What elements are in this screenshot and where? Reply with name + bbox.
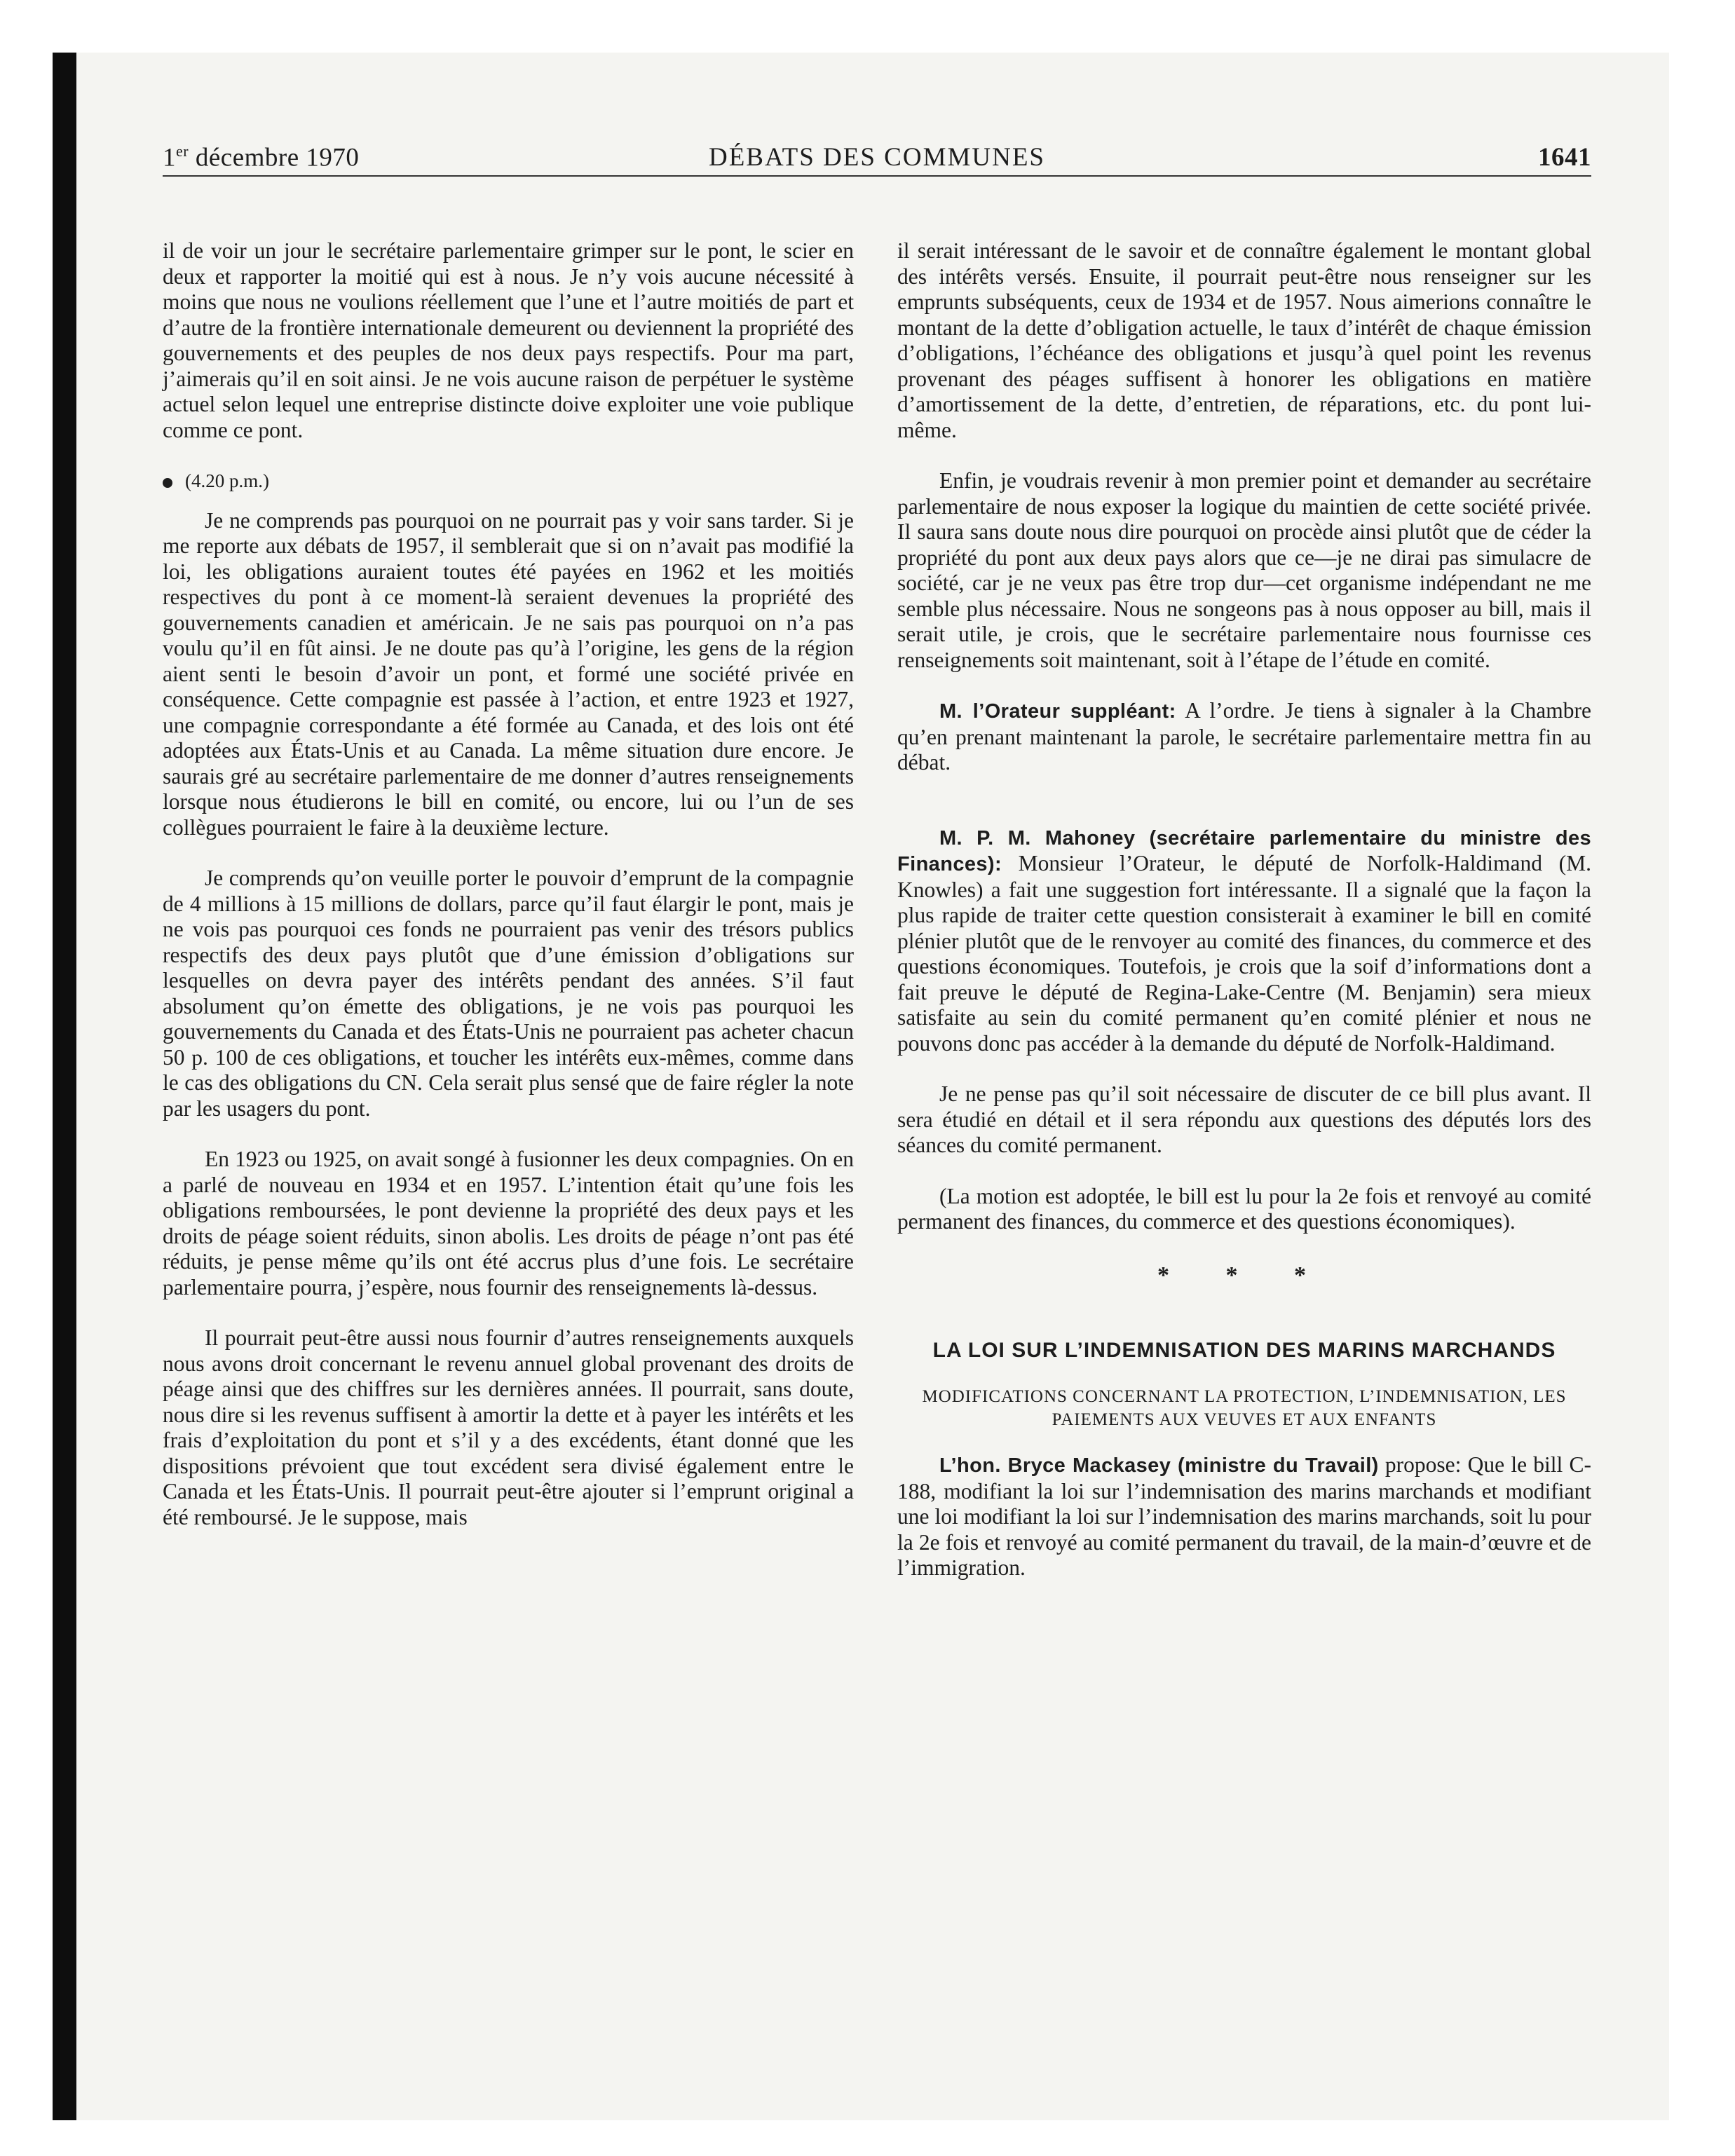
speech-paragraph [897, 698, 1591, 776]
header-title: DÉBATS DES COMMUNES [708, 143, 1045, 172]
right-column [897, 238, 1591, 1606]
scan-edge-bar [53, 53, 76, 2120]
speech-paragraph [897, 1452, 1591, 1581]
paragraph: il serait intéressant de le savoir et de connaître également le montant global des intérêts versés. Ensuite, il pourrait peut-être nous renseigner sur les emprunts subséquents, ceux de 1934 et de 1957. Nous aimerions connaître le montant de la dette d’obligation actuelle, le taux d’intérêt de chaque émission d’obligations, l’échéance des obligations et jusqu’à quel point les revenus provenant des péages suffisent à honorer les obligations en matière d’amortissement de la dette, d’entretien, de réparations, etc. du pont lui-même. [897, 238, 1591, 442]
date-day: 1 [163, 143, 176, 172]
motion-note: (La motion est adoptée, le bill est lu pour la 2e fois et renvoyé au comité permanent des finances, du commerce et des questions économiques). [897, 1183, 1591, 1234]
date-text: décembre 1970 [189, 143, 360, 172]
left-column [163, 238, 854, 1555]
time-text: (4.20 p.m.) [185, 470, 269, 491]
paragraph: Il pourrait peut-être aussi nous fournir d’autres renseignements auxquels nous avons droit concernant le revenu annuel global provenant des droits de péage ainsi que des chiffres sur les dernières années. Il pourrait, sans doute, nous dire si les revenus suffisent à amortir la dette et à payer les intérêts et les frais d’exploitation du pont et s’il y a des excédents, étant donné que les dispositions prévoient que tout excédent sera divisé également entre le Canada et les États-Unis. Il pourrait peut-être ajouter si l’emprunt original a été remboursé. Je le suppose, mais [163, 1325, 854, 1529]
paragraph: Enfin, je voudrais revenir à mon premier point et demander au secrétaire parlementaire de nous exposer la logique du maintien de cette société privée. Il saura sans doute nous dire pourquoi on procède ainsi plutôt que de céder la propriété du pont aux deux pays alors que ce—je ne dirai pas simulacre de société, car je ne veux pas être trop dur—cet organisme indépendant ne me semble plus nécessaire. Nous ne songeons pas à nous opposer au bill, mais il serait utile, je crois, que le secrétaire parlementaire nous fournisse ces renseignements soit maintenant, soit à l’étape de l’étude en comité. [897, 468, 1591, 672]
scan-margin [0, 0, 1735, 53]
speech-paragraph [897, 825, 1591, 1057]
speaker-name: M. l’Orateur suppléant: [939, 700, 1176, 723]
section-subheading: MODIFICATIONS CONCERNANT LA PROTECTION, L’INDEMNISATION, LES PAIEMENTS AUX VEUVES ET AUX ENFANTS [922, 1387, 1567, 1429]
paragraph: Je ne pense pas qu’il soit nécessaire de discuter de ce bill plus avant. Il sera étudié en détail et il sera répondu aux questions des députés lors des séances du comité permanent. [897, 1082, 1591, 1157]
section-separator: * * * [1157, 1262, 1331, 1288]
speaker-name: M. P. M. Mahoney (secrétaire parlementaire du ministre des Finances): [897, 826, 1591, 875]
speech-text: Monsieur l’Orateur, le député de Norfolk-Haldimand (M. Knowles) a fait une suggestion fort intéressante. Il a signalé que la façon la plus rapide de traiter cette question consisterait à examiner le bill en comité plénier plutôt que de le renvoyer au comité des finances, du commerce et des questions économiques. Toutefois, je crois que la soif d’informations dont a fait preuve le député de Regina-Lake-Centre (M. Benjamin) sera mieux satisfaite au sein du comité permanent qu’en comité plénier et nous ne pouvons donc pas accéder à la demande du député de Norfolk-Haldimand. [897, 851, 1591, 1056]
speech-text: propose: Que le bill C-188, modifiant la loi sur l’indemnisation des marins marchands et modifiant une loi modifiant la loi sur l’indemnisation des marins marchands, soit lu pour la 2e fois et renvoyé au comité permanent du travail, de la main-d’œuvre et de l’immigration. [897, 1452, 1591, 1580]
time-stamp [163, 468, 854, 494]
paragraph: il de voir un jour le secrétaire parlementaire grimper sur le pont, le scier en deux et rapporter la moitié qui est à nous. Je n’y vois aucune nécessité à moins que nous ne voulions réellement que l’une et l’autre moitiés de part et d’autre de la frontière internationale demeurent ou deviennent la propriété des gouvernements et des peuples de nos deux pays respectifs. Pour ma part, j’aimerais qu’il en soit ainsi. Je ne vois aucune raison de perpétuer le système actuel selon lequel une entreprise distincte doive exploiter une voie publique comme ce pont. [163, 238, 854, 442]
page-header [163, 139, 1591, 177]
section-heading: LA LOI SUR L’INDEMNISATION DES MARINS MARCHANDS [932, 1339, 1556, 1362]
speech-text: A l’ordre. Je tiens à signaler à la Chambre qu’en prenant maintenant la parole, le secrétaire parlementaire mettra fin au débat. [897, 698, 1591, 775]
page-number: 1641 [1538, 143, 1591, 172]
paragraph: En 1923 ou 1925, on avait songé à fusionner les deux compagnies. On en a parlé de nouveau en 1934 et en 1957. L’intention était qu’une fois les obligations remboursées, le pont devienne la propriété des deux pays et les droits de péage soient réduits, sinon abolis. Les droits de péage n’ont pas été réduits, je pense même qu’ils ont été accrus plus d’une fois. Le secrétaire parlementaire pourra, j’espère, nous fournir des renseignements là-dessus. [163, 1147, 854, 1299]
bullet-icon [163, 478, 172, 488]
paragraph: Je ne comprends pas pourquoi on ne pourrait pas y voir sans tarder. Si je me reporte aux débats de 1957, il semblerait que si on n’avait pas modifié la loi, les obligations auraient toutes été payées en 1962 et les moitiés respectives du pont à ce moment-là seraient devenues la propriété des gouvernements canadien et américain. Je ne sais pas pourquoi on n’a pas voulu qu’il en fût ainsi. Je ne doute pas qu’à l’origine, les gens de la région aient senti le besoin d’avoir un pont, et formé une société privée en conséquence. Cette compagnie est passée à l’action, et entre 1923 et 1927, une compagnie correspondante a été formée au Canada, et des lois ont été adoptées aux États-Unis et au Canada. La même situation dure encore. Je saurais gré au secrétaire parlementaire de me donner d’autres renseignements lorsque nous étudierons le bill en comité, ou encore, lui ou l’un de ses collègues pourraient le faire à la deuxième lecture. [163, 507, 854, 840]
date-superscript: er [176, 142, 189, 160]
speaker-name: L’hon. Bryce Mackasey (ministre du Travail) [939, 1454, 1379, 1477]
paragraph: Je comprends qu’on veuille porter le pouvoir d’emprunt de la compagnie de 4 millions à 15 millions de dollars, parce qu’il faut élargir le pont, mais je ne vois pas pourquoi ces fonds ne pourraient pas venir des trésors publics respectifs des deux pays plutôt que d’une émission d’obligations sur lesquelles on devra payer des intérêts pendant des années. S’il faut absolument qu’on émette des obligations, je ne vois pas pourquoi les gouvernements du Canada et des États-Unis ne pourraient pas acheter chacun 50 p. 100 de ces obligations, et toucher les intérêts eux-mêmes, comme dans le cas des obligations du CN. Cela serait plus sensé que de faire régler la note par les usagers du pont. [163, 866, 854, 1121]
